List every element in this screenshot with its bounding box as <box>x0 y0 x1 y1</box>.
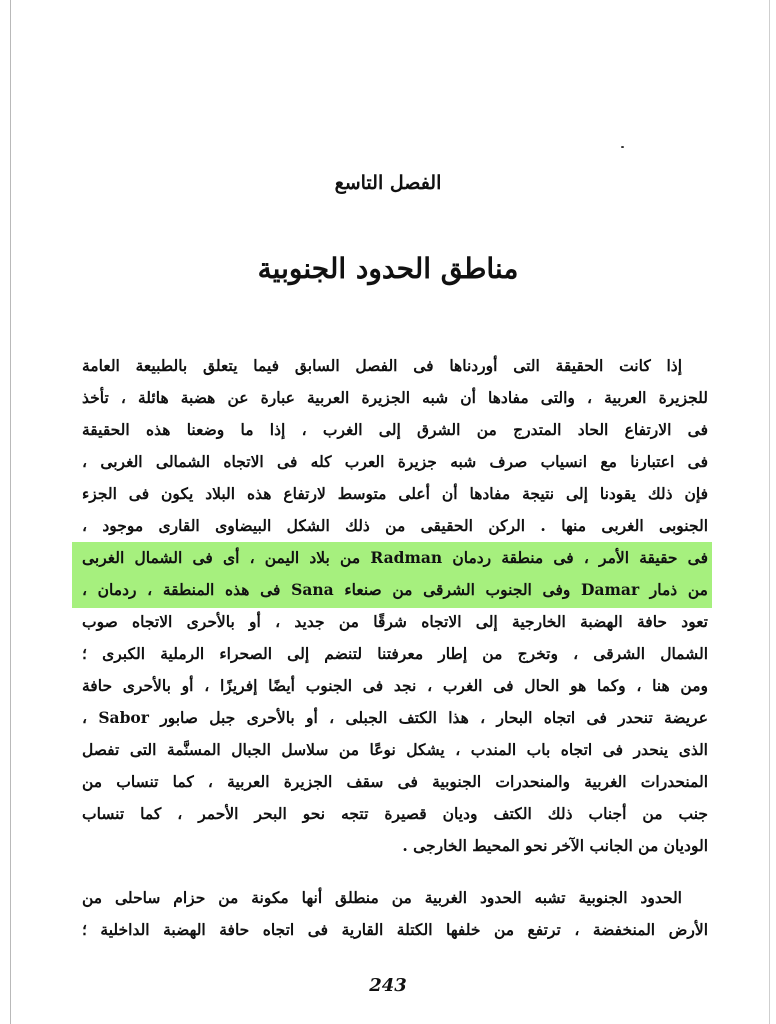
text-line: الجنوبى الغربى منها . الركن الحقيقى من ذلك الشكل البيضاوى القارى موجود ، <box>82 516 708 535</box>
text-line: فى اعتبارنا مع انسياب صرف شبه جزيرة العرب كله فى الاتجاه الشمالى الغربى ، <box>82 452 708 471</box>
text-line: الوديان من الجانب الآخر نحو المحيط الخارجى . <box>402 836 708 855</box>
page-left-edge <box>10 0 11 1024</box>
text-line: فإن ذلك يقودنا إلى نتيجة مفادها أن أعلى متوسط لارتفاع هذه البلاد يكون فى الجزء <box>82 484 708 503</box>
text-line: ومن هنا ، وكما هو الحال فى الغرب ، نجد فى الجنوب أيضًا إفريزًا ، أو بالأحرى حافة <box>82 676 708 695</box>
text-line: جنب من أجناب ذلك الكتف وديان قصيرة تتجه نحو البحر الأحمر ، كما تنساب <box>82 804 708 823</box>
text-line: الشمال الشرقى ، وتخرج من إطار معرفتنا لتنضم إلى الصحراء الرملية الكبرى ؛ <box>82 644 708 663</box>
scan-speck <box>621 146 624 148</box>
text-line: إذا كانت الحقيقة التى أوردناها فى الفصل السابق فيما يتعلق بالطبيعة العامة <box>82 356 682 375</box>
text-line: للجزيرة العربية ، والتى مفادها أن شبه الجزيرة العربية عبارة عن هضبة هائلة ، تأخذ <box>82 388 708 407</box>
text-line: المنحدرات الغربية والمنحدرات الجنوبية فى سقف الجزيرة العربية ، كما تنساب من <box>82 772 708 791</box>
paragraph-1 <box>82 350 708 862</box>
text-line: الذى ينحدر فى اتجاه باب المندب ، يشكل نوعًا من سلاسل الجبال المسنَّمة التى تفصل <box>82 740 708 759</box>
highlighted-text-line: من ذمار Damar وفى الجنوب الشرقى من صنعاء Sana فى هذه المنطقة ، ردمان ، <box>82 580 708 599</box>
chapter-label: الفصل التاسع <box>334 172 442 194</box>
text-line: فى الارتفاع الحاد المتدرج من الشرق إلى الغرب ، إذا ما وضعنا هذه الحقيقة <box>82 420 708 439</box>
text-line: عريضة تنحدر فى اتجاه البحار ، هذا الكتف الجبلى ، أو بالأحرى جبل صابور Sabor ، <box>82 708 708 727</box>
text-line: الحدود الجنوبية تشبه الحدود الغربية من منطلق أنها مكونة من حزام ساحلى من <box>82 888 682 907</box>
text-line: الأرض المنخفضة ، ترتفع من خلفها الكتلة القارية فى اتجاه حافة الهضبة الداخلية ؛ <box>82 920 708 939</box>
page-right-edge <box>769 0 770 1024</box>
paragraph-2 <box>82 882 708 946</box>
highlighted-text-line: فى حقيقة الأمر ، فى منطقة ردمان Radman من بلاد اليمن ، أى فى الشمال الغربى <box>82 548 708 567</box>
page-number: 243 <box>369 975 407 996</box>
text-line: تعود حافة الهضبة الخارجية إلى الاتجاه شرقًا من جديد ، أو بالأحرى الاتجاه صوب <box>82 612 708 631</box>
chapter-title: مناطق الحدود الجنوبية <box>257 252 519 285</box>
